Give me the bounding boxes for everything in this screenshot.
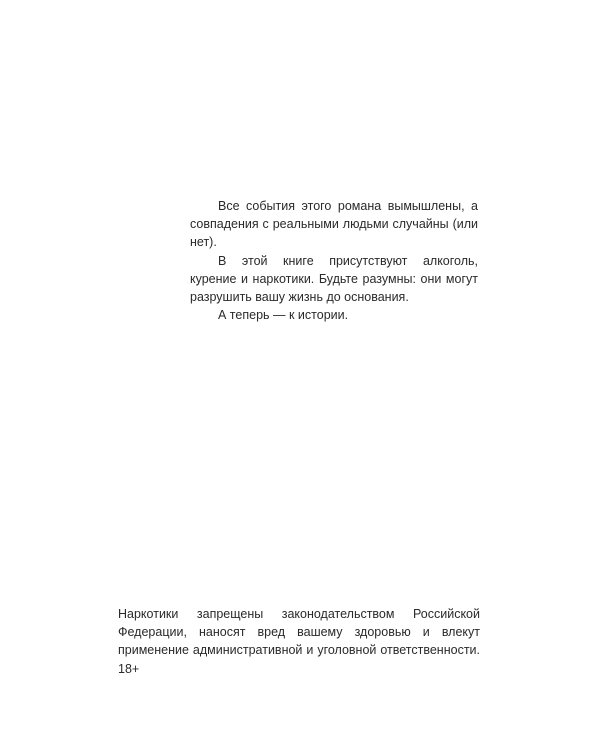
fiction-disclaimer: Все события этого романа вымышлены, а совпадения с реальными людьми случайны (или нет). bbox=[190, 199, 478, 250]
legal-notice: Наркотики запрещены законодательством Российской Федерации, наносят вред вашему здоровью и влекут применение административной и уголовной ответственности. 18+ bbox=[118, 607, 480, 676]
story-intro: А теперь — к истории. bbox=[218, 308, 349, 323]
legal-notice-block bbox=[118, 605, 480, 678]
substance-warning: В этой книге присутствуют алкоголь, курение и наркотики. Будьте разумны: они могут разрушить вашу жизнь до основания. bbox=[190, 253, 478, 305]
disclaimer-block bbox=[190, 197, 478, 324]
